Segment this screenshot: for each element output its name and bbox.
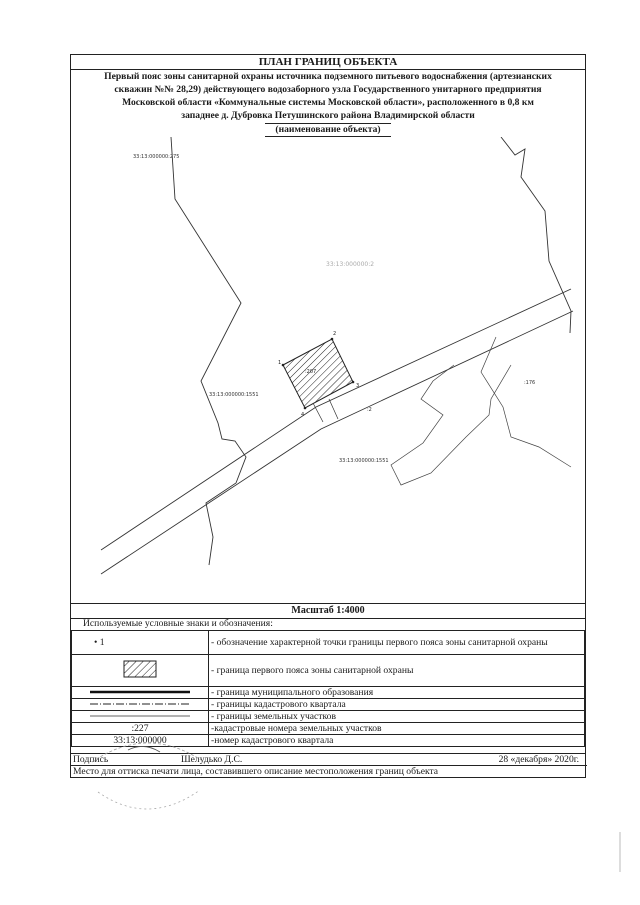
boundary-point-4: [304, 407, 307, 410]
hatched-square-icon: [123, 660, 157, 678]
document-title: ПЛАН ГРАНИЦ ОБЪЕКТА: [71, 55, 585, 70]
legend-symbol-parcel: [72, 711, 209, 723]
cadastral-map: [71, 137, 585, 603]
boundary-point-2: [331, 338, 334, 341]
legend-text: - обозначение характерной точки границы первого пояса зоны санитарной охраны: [209, 631, 585, 655]
legend-table: [71, 630, 585, 747]
point-label-2: 2: [333, 331, 337, 337]
point-label-4: 4: [301, 412, 305, 418]
label-parcel-176: :176: [524, 380, 536, 386]
parcel-boundary-275: [171, 137, 246, 565]
label-quarter-275: 33:13:000000:275: [133, 154, 180, 160]
sanitary-zone-polygon: [283, 339, 353, 408]
signature-date: 28 «декабря» 2020г.: [498, 754, 579, 765]
plan-sheet: [70, 54, 586, 778]
legend-row: [72, 699, 585, 711]
parcel-boundary-176-b: [481, 337, 571, 467]
legend-row: [72, 711, 585, 723]
legend-header: Используемые условные знаки и обозначения:: [83, 618, 273, 629]
legend-text: -кадастровые номера земельных участков: [209, 723, 585, 735]
legend-symbol-parcel-number: :227: [72, 723, 209, 735]
legend-text: - граница муниципального образования: [209, 687, 585, 699]
legend-symbol-point: • 1: [72, 631, 209, 655]
legend-text: - границы земельных участков: [209, 711, 585, 723]
legend-row: [72, 631, 585, 655]
legend-text: - границы кадастрового квартала: [209, 699, 585, 711]
description-line: западнее д. Дубровка Петушинского района Владимирской области: [181, 110, 475, 121]
parcel-boundary-176: [391, 365, 511, 485]
legend-row: [72, 687, 585, 699]
scan-margin-mark: [618, 832, 622, 872]
description-line: Первый пояс зоны санитарной охраны источника подземного питьевого водоснабжения (артезианских: [104, 71, 552, 82]
label-parcel-12: :2: [367, 407, 372, 413]
label-parcel-faint: 33:13:000000:2: [326, 261, 375, 268]
legend-row: [72, 655, 585, 687]
road-edge-upper: [101, 289, 571, 550]
thin-line-icon: [90, 713, 190, 719]
legend-text: - граница первого пояса зоны санитарной охраны: [209, 655, 585, 687]
map-scale: Масштаб 1:4000: [71, 603, 585, 619]
legend-symbol-quarter: [72, 699, 209, 711]
parcel-boundary-275-upper: [501, 137, 571, 333]
stamp-place-label: Место для оттиска печати лица, составившего описание местоположения границ объекта: [71, 765, 587, 778]
object-name-caption-text: (наименование объекта): [265, 123, 390, 137]
boundary-point-3: [352, 381, 355, 384]
signature-label: Подпись: [73, 754, 109, 765]
legend-text: -номер кадастрового квартала: [209, 735, 585, 747]
legend-symbol-municipal: [72, 687, 209, 699]
dash-dot-line-icon: [90, 701, 190, 707]
label-zone-207: :207: [305, 369, 317, 375]
object-name-caption: [71, 123, 585, 137]
point-label-1: 1: [278, 360, 282, 366]
label-parcel-1551-left: 33:13:000000:1551: [209, 392, 259, 398]
description-line: скважин №№ 28,29) действующего водозаборного узла Государственного унитарного предприятия: [114, 84, 542, 95]
object-description: [73, 70, 583, 122]
thick-line-icon: [90, 689, 190, 695]
legend-symbol-zone: [72, 655, 209, 687]
boundary-point-1: [282, 364, 285, 367]
stamp-imprint: [88, 732, 208, 822]
label-parcel-1551-right: 33:13:000000:1551: [339, 458, 389, 464]
description-line: Московской области «Коммунальные системы Московской области», расположенного в 0,8 км: [122, 97, 534, 108]
point-label-3: 3: [356, 383, 360, 389]
signer-name: Шелудько Д.С.: [181, 754, 243, 765]
legend-symbol-quarter-number: 33:13:000000: [72, 735, 209, 747]
